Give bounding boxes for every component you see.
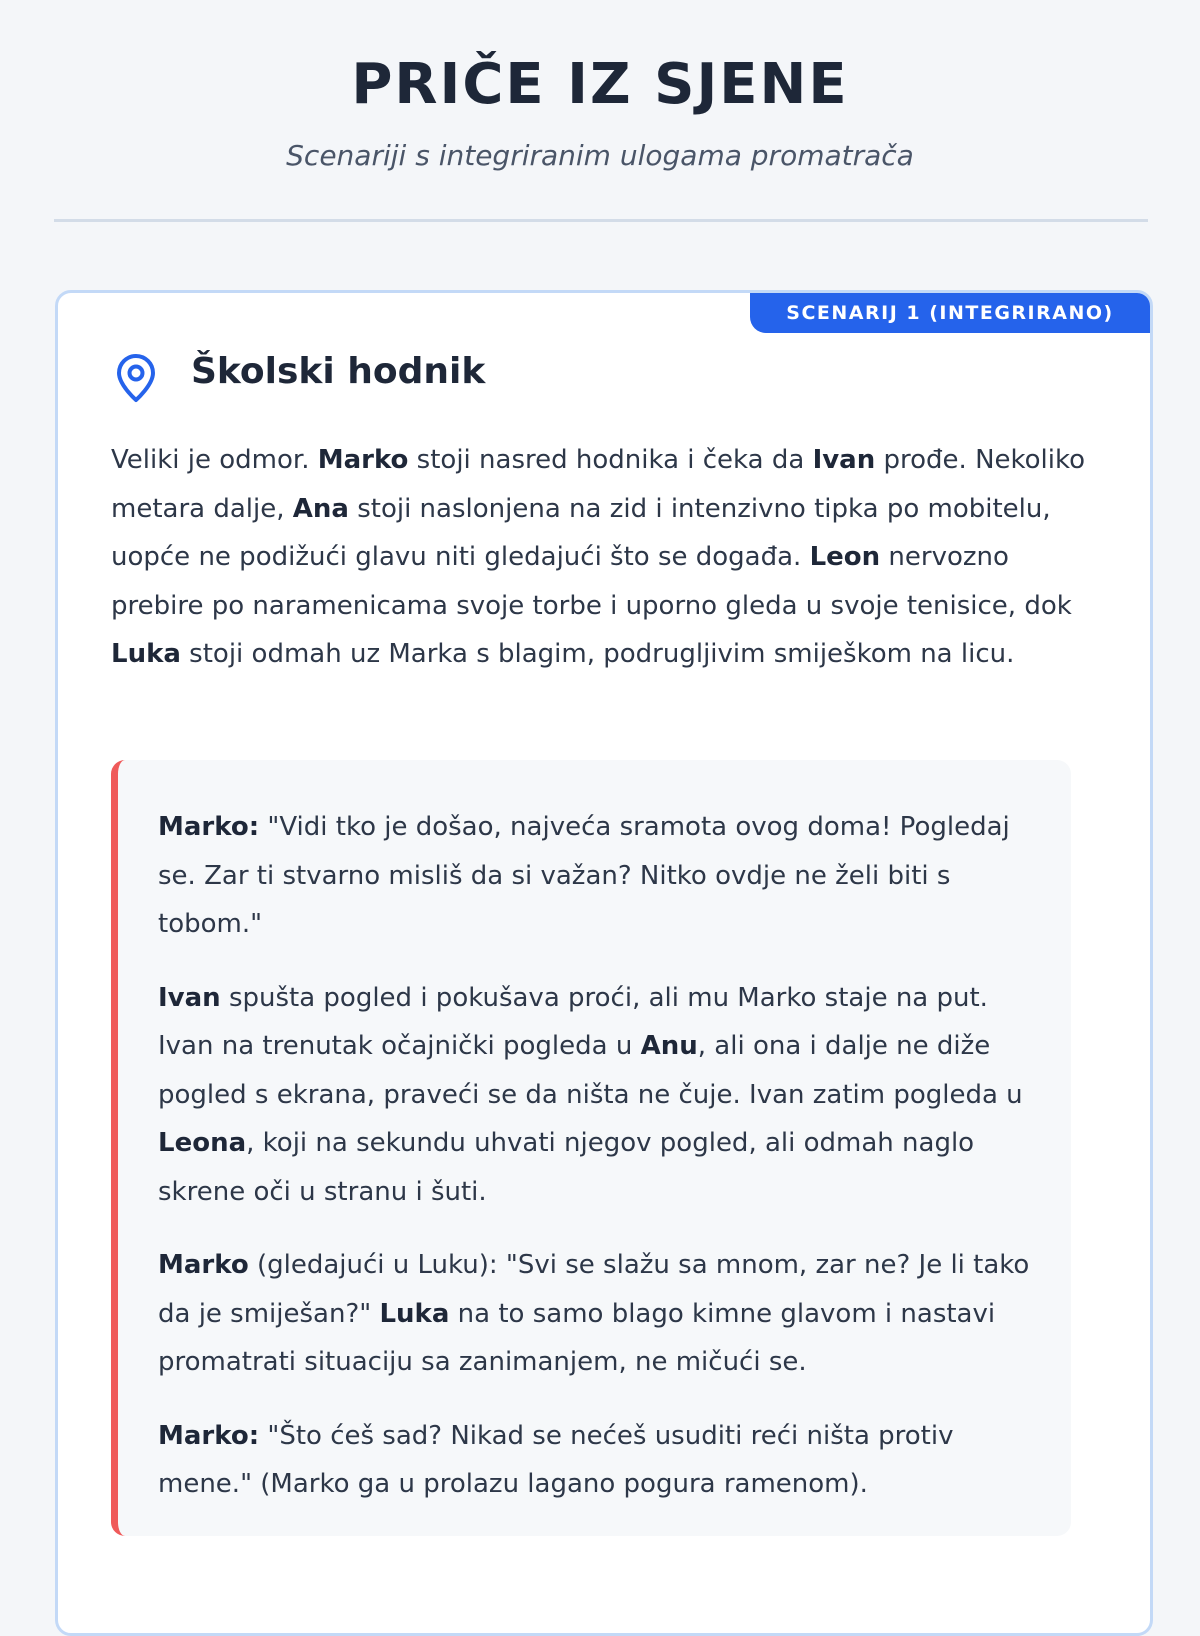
character-name: Marko xyxy=(317,445,409,475)
character-name: Ana xyxy=(292,493,349,524)
scene-paragraph: Marko (gledajući u Luku): "Svi se slažu sa mnom, zar ne? Je li tako da je smiješan?" Luka na to samo blago kimne glavom i nastavi promatrati situaciju sa zanimanjem, ne mičući se. xyxy=(158,1250,1030,1377)
intro-paragraph: Veliki je odmor. Marko stoji nasred hodnika i čeka da Ivan prođe. Nekoliko metara dalje, Ana stoji naslonjena na zid i intenzivno tipka po mobitelu, uopće ne podižući glavu niti gledajući što se događa. Leon nervozno prebire po naramenicama svoje torbe i uporno gleda u svoje tenisice, dok Luka stoji odmah uz Marka s blagim, podrugljivim smiješkom na licu. xyxy=(111,445,1086,669)
scene-paragraph: Marko: "Što ćeš sad? Nikad se nećeš usuditi reći ništa protiv mene." (Marko ga u prolazu lagano pogura ramenom). xyxy=(158,1420,954,1499)
character-name: Marko: xyxy=(158,812,260,842)
page-subtitle: Scenariji s integriranim ulogama promatrača xyxy=(286,139,914,172)
character-name: Anu xyxy=(640,1031,698,1061)
scene-box xyxy=(111,760,1071,1536)
header-divider xyxy=(54,219,1148,222)
scene-paragraph: Marko: "Vidi tko je došao, najveća sramota ovog doma! Pogledaj se. Zar ti stvarno misliš da si važan? Nitko ovdje ne želi biti s tobom." xyxy=(158,812,1010,939)
character-name: Marko xyxy=(158,1250,249,1280)
character-name: Ivan xyxy=(812,445,876,475)
page-title: PRIČE IZ SJENE xyxy=(351,52,849,117)
character-name: Luka xyxy=(111,639,181,669)
character-name: Ivan xyxy=(158,982,221,1013)
character-name: Marko: xyxy=(158,1420,260,1451)
scene-paragraph: Ivan spušta pogled i pokušava proći, ali mu Marko staje na put. Ivan na trenutak očajnički pogleda u Anu, ali ona i dalje ne diže pogled s ekrana, praveći se da ništa ne čuje. Ivan zatim pogleda u Leona, koji na sekundu uhvati njegov pogled, ali odmah naglo skrene oči u stranu i šuti. xyxy=(158,982,1023,1207)
character-name: Leon xyxy=(809,542,881,572)
map-pin-icon xyxy=(116,353,156,403)
character-name: Leona xyxy=(158,1128,247,1158)
location-title: Školski hodnik xyxy=(191,351,486,392)
scenario-card xyxy=(55,290,1153,1636)
character-name: Luka xyxy=(379,1298,450,1329)
scenario-badge: SCENARIJ 1 (INTEGRIRANO) xyxy=(750,293,1150,333)
